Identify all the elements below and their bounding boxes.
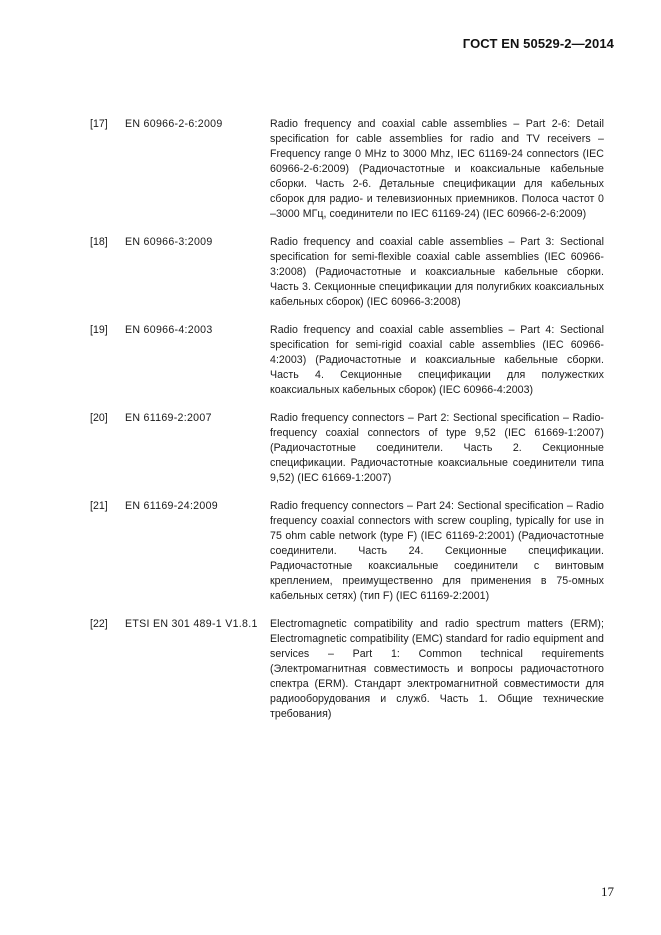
- reference-entry: [90, 235, 604, 310]
- reference-title: Radio frequency and coaxial cable assemblies – Part 4: Sectional specification for semi-rigid coaxial cable assemblies (IEC 60966-4:2003) (Радиочастотные и коаксиальные кабельные сборки. Часть 4. Секционные спецификации для полужестких коаксиальных кабельных сборок) (IEC 60966-4:2003): [270, 324, 604, 396]
- reference-title: Radio frequency and coaxial cable assemblies – Part 3: Sectional specification for semi-flexible coaxial cable assemblies (IEC 60966-3:2008) (Радиочастотные и коаксиальные кабельные сборки. Часть 3. Секционные спецификации для полугибких коаксиальных кабельных сборок) (IEC 60966-3:2008): [270, 236, 604, 308]
- reference-number: [18]: [90, 236, 108, 248]
- page-header: ГОСТ EN 50529-2—2014: [462, 36, 614, 51]
- page-number: 17: [601, 884, 614, 899]
- reference-code: EN 60966-2-6:2009: [125, 118, 223, 130]
- reference-title: Radio frequency connectors – Part 24: Sectional specification – Radio frequency coaxial connectors with screw coupling, typically for use in 75 ohm cable network (type F) (IEC 61169-2:2001) (Радиочастотные соединители. Часть 24. Секционные спецификации. Радиочастотные коаксиальные соединители с винтовым креплением, преимущественно для применения в 75-омных кабельных сетях) (тип F) (IEC 61169-2:2001): [270, 500, 604, 602]
- reference-code: EN 61169-2:2007: [125, 412, 212, 424]
- reference-title: Radio frequency and coaxial cable assemblies – Part 2-6: Detail specification for cable assemblies for radio and TV receivers – Frequency range 0 MHz to 3000 Mhz, IEC 61169-24 connectors (IEC 60966-2-6:2009) (Радиочастотные и коаксиальные кабельные сборки. Часть 2-6. Детальные спецификации для кабельных сборок для радио- и телевизионных приемников. Полоса частот 0 –3000 МГц, соединители по IEC 61169-24) (IEC 60966-2-6:2009): [270, 118, 604, 220]
- reference-list: [90, 117, 604, 735]
- reference-entry: [90, 411, 604, 486]
- reference-entry: [90, 323, 604, 398]
- reference-entry: [90, 617, 604, 722]
- reference-entry: [90, 117, 604, 222]
- reference-title: Electromagnetic compatibility and radio spectrum matters (ERM); Electromagnetic compatibility (EMC) standard for radio equipment and services – Part 1: Common technical requirements (Электромагнитная совместимость и вопросы радиочастотного спектра (ERM). Стандарт электромагнитной совместимости для радиооборудования и служб. Часть 1. Общие технические требования): [270, 618, 604, 720]
- reference-code: ETSI EN 301 489-1 V1.8.1: [125, 618, 258, 630]
- reference-entry: [90, 499, 604, 604]
- reference-title: Radio frequency connectors – Part 2: Sectional specification – Radio-frequency coaxial connectors of type 9,52 (IEC 61669-1:2007) (Радиочастотные соединители. Часть 2. Секционные спецификации. Радиочастотные коаксиальные соединители типа 9,52) (IEC 61669-1:2007): [270, 412, 604, 484]
- reference-number: [20]: [90, 412, 108, 424]
- reference-number: [21]: [90, 500, 108, 512]
- reference-number: [17]: [90, 118, 108, 130]
- reference-code: EN 60966-3:2009: [125, 236, 213, 248]
- reference-number: [22]: [90, 618, 108, 630]
- reference-code: EN 60966-4:2003: [125, 324, 213, 336]
- reference-code: EN 61169-24:2009: [125, 500, 218, 512]
- reference-number: [19]: [90, 324, 108, 336]
